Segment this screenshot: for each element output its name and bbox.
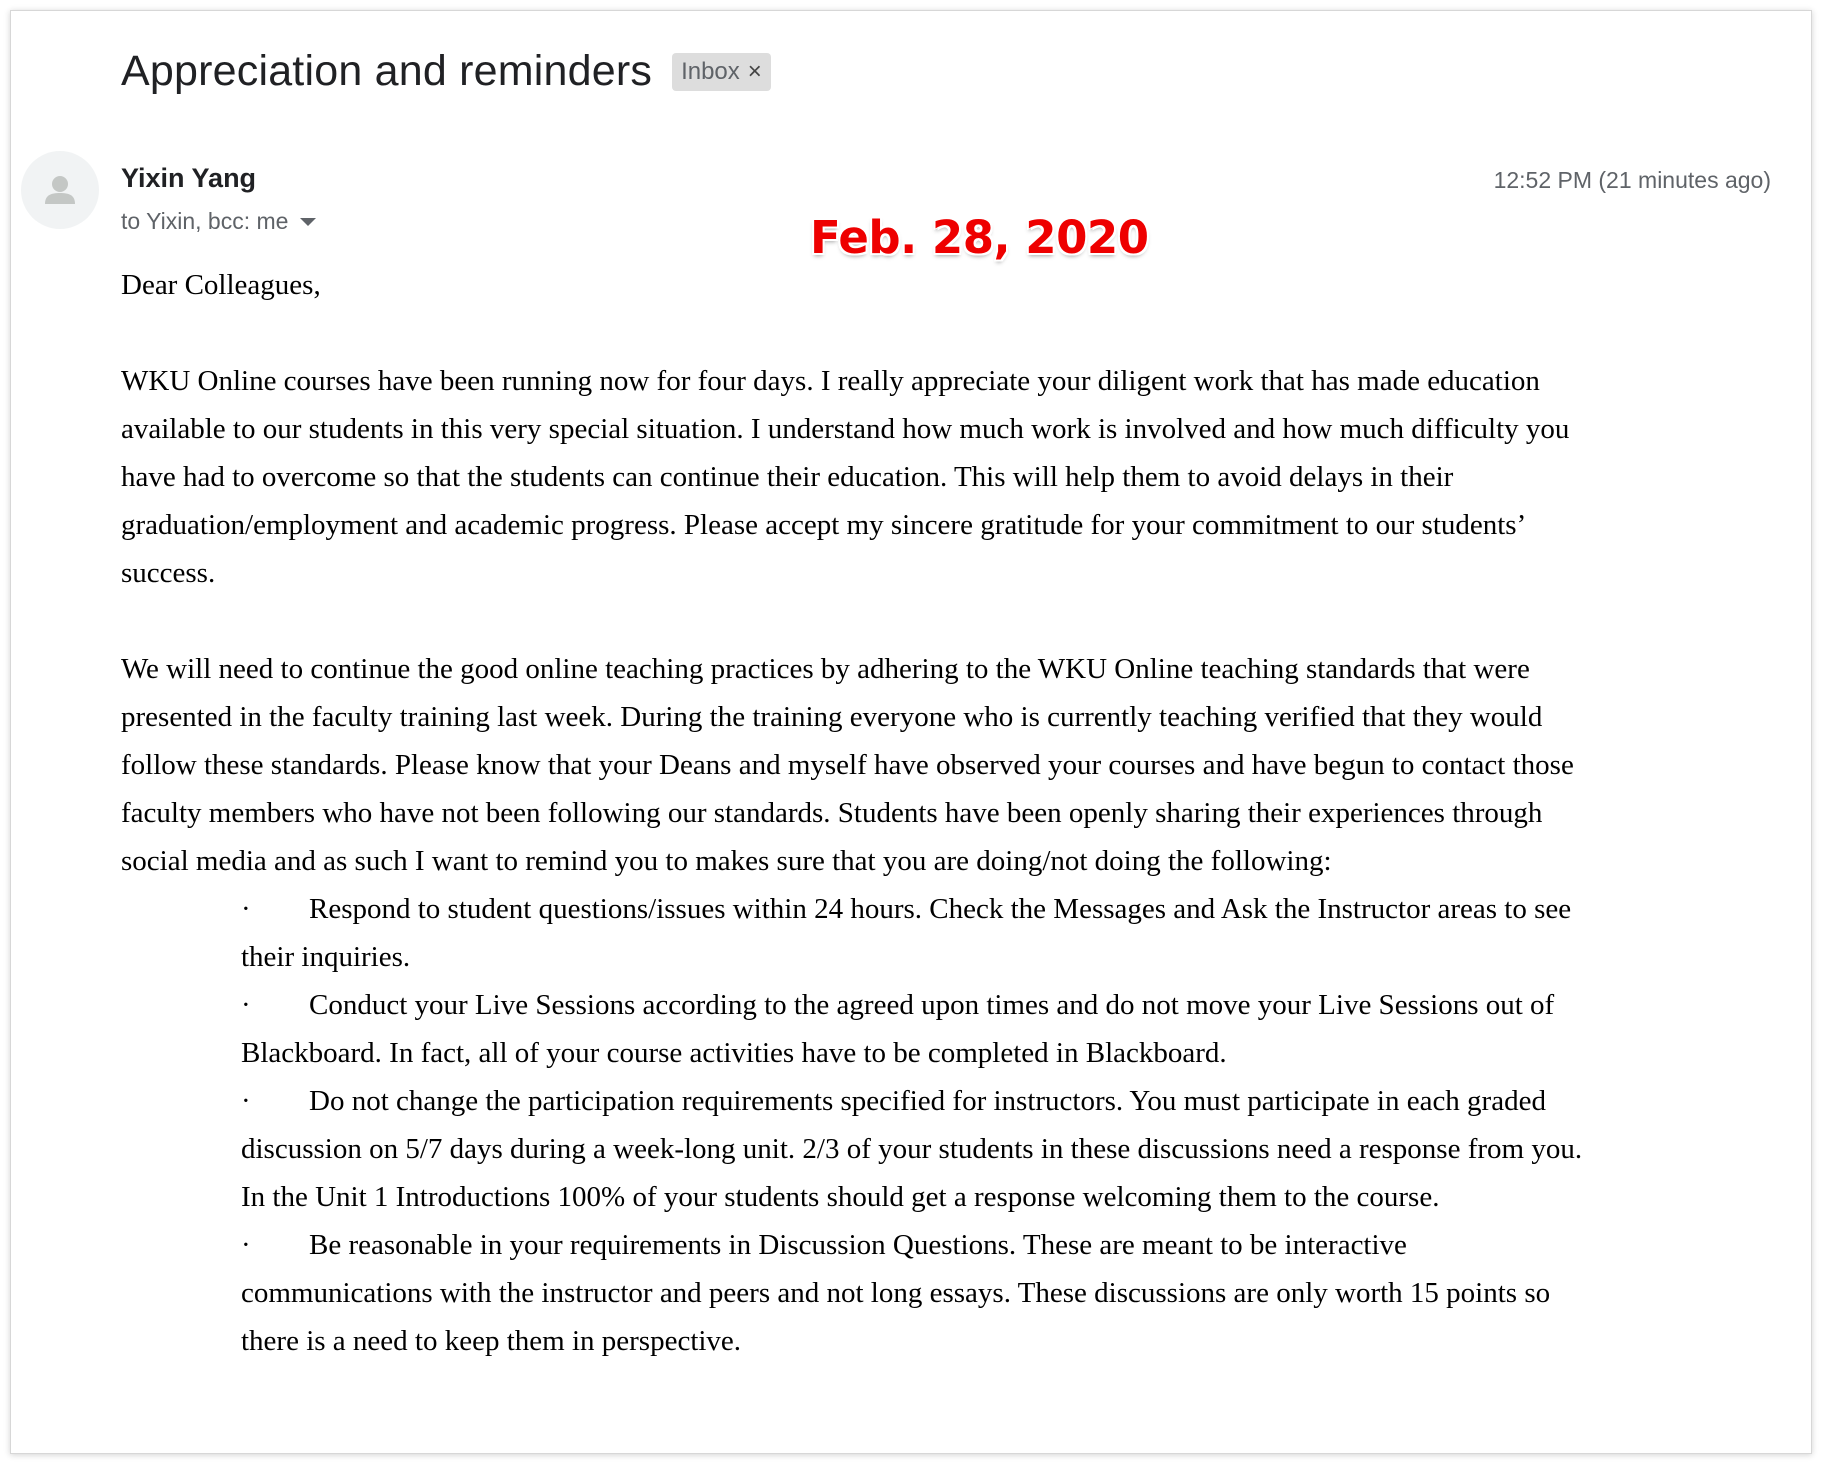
email-body — [121, 261, 1601, 1365]
bullet-icon: · — [241, 1229, 251, 1261]
paragraph-spacer — [121, 597, 1601, 645]
list-item-text: Do not change the participation requirements specified for instructors. You must participate in each graded discussion on 5/7 days during a week-long unit. 2/3 of your students in these discussions need a response from you. In the Unit 1 Introductions 100% of your students should get a response welcoming them to the course. — [241, 1085, 1583, 1213]
sender-name[interactable]: Yixin Yang — [121, 163, 257, 193]
email-subject: Appreciation and reminders — [121, 47, 653, 95]
bullet-icon: · — [241, 893, 251, 925]
list-item — [121, 981, 1601, 1077]
body-paragraph-2: We will need to continue the good online teaching practices by adhering to the WKU Online teaching standards that were presented in the faculty training last week. During the training everyone who is currently teaching verified that they would follow these standards. Please know that your Deans and myself have observed your courses and have begun to contact those faculty members who have not been following our standards. Students have been openly sharing their experiences through social media and as such I want to remind you to makes sure that you are doing/not doing the following: — [121, 653, 1574, 877]
paragraph-spacer — [121, 309, 1601, 357]
list-item — [121, 1221, 1601, 1365]
bullet-icon: · — [241, 989, 251, 1021]
email-timestamp: 12:52 PM (21 minutes ago) — [1493, 167, 1771, 193]
body-paragraph-1: WKU Online courses have been running now for four days. I really appreciate your diligent work that has made education available to our students in this very special situation. I understand how much work is involved and how much difficulty you have had to overcome so that the students can continue their education. This will help them to avoid delays in their graduation/employment and academic progress. Please accept my sincere gratitude for your commitment to our students’ success. — [121, 365, 1570, 589]
list-item-text: Conduct your Live Sessions according to the agreed upon times and do not move your Live Sessions out of Blackboard. In fact, all of your course activities have to be completed in Blackboard. — [241, 989, 1555, 1069]
recipients-line — [121, 208, 316, 235]
sender-avatar[interactable] — [21, 151, 99, 229]
remove-label-icon[interactable]: × — [747, 57, 762, 85]
bullet-icon: · — [241, 1085, 251, 1117]
inbox-label-text: Inbox — [681, 57, 740, 85]
show-details-dropdown-icon[interactable] — [300, 218, 316, 226]
recipients-text: to Yixin, bcc: me — [121, 208, 289, 234]
reminder-list — [121, 885, 1601, 1365]
person-icon — [21, 151, 99, 229]
subject-row — [121, 47, 771, 96]
date-annotation-overlay: Feb. 28, 2020 — [810, 211, 1149, 264]
email-view — [10, 10, 1812, 1454]
list-item-text: Be reasonable in your requirements in Discussion Questions. These are meant to be interactive communications with the instructor and peers and not long essays. These discussions are only worth 15 points so there is a need to keep them in perspective. — [241, 1229, 1551, 1357]
list-item — [121, 1077, 1601, 1221]
list-item-text: Respond to student questions/issues within 24 hours. Check the Messages and Ask the Instructor areas to see their inquiries. — [241, 893, 1572, 973]
greeting: Dear Colleagues, — [121, 269, 321, 301]
inbox-label-chip[interactable] — [672, 53, 771, 91]
list-item — [121, 885, 1601, 981]
